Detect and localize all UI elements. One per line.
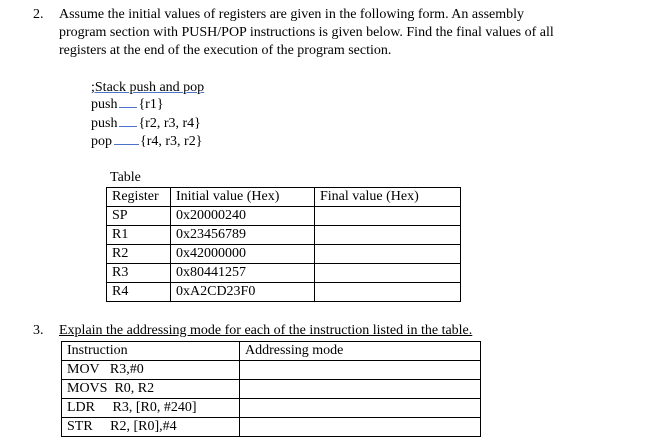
header-initial-value: Initial value (Hex) — [171, 188, 315, 207]
code-line-2 — [91, 117, 201, 131]
register-name: R4 — [107, 283, 171, 302]
final-value-cell[interactable] — [315, 226, 461, 245]
table-header-row — [107, 188, 461, 207]
instruction: STR R2, [R0],#4 — [62, 418, 240, 437]
table-caption: Table — [110, 170, 141, 185]
table-row — [62, 380, 481, 399]
header-addressing-mode: Addressing mode — [240, 342, 481, 361]
final-value-cell[interactable] — [315, 264, 461, 283]
table-header-row — [62, 342, 481, 361]
register-name: R2 — [107, 245, 171, 264]
instruction: LDR R3, [R0, #240] — [62, 399, 240, 418]
table-row — [62, 361, 481, 380]
initial-value: 0x42000000 — [171, 245, 315, 264]
table-row — [62, 399, 481, 418]
question-2-number: 2. — [33, 7, 44, 22]
table-row — [62, 418, 481, 437]
initial-value: 0x80441257 — [171, 264, 315, 283]
instruction: MOVS R0, R2 — [62, 380, 240, 399]
question-2-text-line-2: program section with PUSH/POP instructions is given below. Find the final values of all — [59, 25, 554, 40]
register-name: SP — [107, 207, 171, 226]
register-name: R3 — [107, 264, 171, 283]
initial-value: 0xA2CD23F0 — [171, 283, 315, 302]
code-op: push — [91, 116, 118, 131]
addressing-mode-cell[interactable] — [240, 380, 481, 399]
instruction: MOV R3,#0 — [62, 361, 240, 380]
code-line-3 — [91, 135, 202, 149]
addressing-mode-cell[interactable] — [240, 361, 481, 380]
code-args: {r1} — [138, 97, 164, 112]
register-name: R1 — [107, 226, 171, 245]
table-row — [107, 207, 461, 226]
question-3-text: Explain the addressing mode for each of the instruction listed in the table. — [59, 323, 473, 338]
code-args: {r4, r3, r2} — [140, 134, 203, 149]
initial-value: 0x23456789 — [171, 226, 315, 245]
final-value-cell[interactable] — [315, 283, 461, 302]
question-3-number: 3. — [33, 323, 44, 338]
addressing-mode-cell[interactable] — [240, 399, 481, 418]
header-instruction: Instruction — [62, 342, 240, 361]
header-register: Register — [107, 188, 171, 207]
code-comment — [91, 81, 204, 95]
final-value-cell[interactable] — [315, 207, 461, 226]
table-row — [107, 283, 461, 302]
question-2-text-line-3: registers at the end of the execution of the program section. — [59, 43, 392, 58]
final-value-cell[interactable] — [315, 245, 461, 264]
code-line-1 — [91, 98, 164, 112]
question-2-text-line-1: Assume the initial values of registers are given in the following form. An assembly — [59, 7, 525, 22]
table-row — [107, 264, 461, 283]
addressing-mode-table — [61, 341, 481, 437]
addressing-mode-cell[interactable] — [240, 418, 481, 437]
register-table — [106, 187, 461, 302]
initial-value: 0x20000240 — [171, 207, 315, 226]
table-row — [107, 226, 461, 245]
code-comment-text: ;Stack push and pop — [91, 80, 205, 95]
code-args: {r2, r3, r4} — [138, 116, 201, 131]
code-op: push — [91, 97, 118, 112]
code-op: pop — [91, 134, 112, 149]
table-row — [107, 245, 461, 264]
header-final-value: Final value (Hex) — [315, 188, 461, 207]
